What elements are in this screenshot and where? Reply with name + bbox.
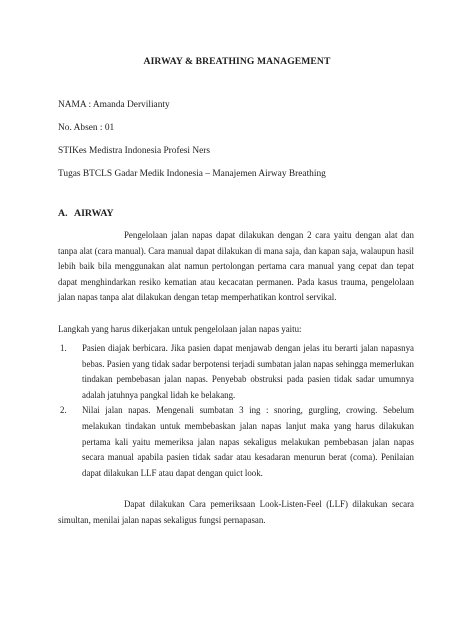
- closing-paragraph: Dapat dilakukan Cara pemeriksaan Look-Listen-Feel (LLF) dilakukan secara simultan, menilai jalan napas sekaligus fungsi pernapasan.: [58, 499, 414, 525]
- list-item-text: Nilai jalan napas. Mengenali sumbatan 3 ing : snoring, gurgling, crowing. Sebelum melakukan tindakan untuk membebaskan jalan napas lanjut maka yang harus dilakukan pertama kali yaitu memeriksa jalan napas sekaligus melakukan pembebasan jalan napas secara manual apabila pasien tidak sadar atau kesadaran menurun berat (coma). Penilaian dapat dilakukan LLF atau dapat dengan quict look.: [82, 405, 414, 478]
- assignment-title: Tugas BTCLS Gadar Medik Indonesia – Manajemen Airway Breathing: [58, 169, 326, 179]
- section-heading: [58, 208, 114, 219]
- student-number: No. Absen : 01: [58, 123, 115, 133]
- intro-paragraph: Pengelolaan jalan napas dapat dilakukan dengan 2 cara yaitu dengan alat dan tanpa alat (cara manual). Cara manual dapat dilakukan di mana saja, dan kapan saja, walaupun hasil lebih baik bila menggunakan alat namun pertolongan pertama cara manual yang cepat dan tepat dapat menghindarkan resiko kematian atau kecacatan permanen. Pada kasus trauma, pengelolaan jalan napas tanpa alat dilakukan dengan tetap memperhatikan kontrol servikal.: [58, 230, 414, 303]
- student-name: NAMA : Amanda Dervilianty: [58, 100, 170, 110]
- list-item-text: Pasien diajak berbicara. Jika pasien dapat menjawab dengan jelas itu berarti jalan napasnya bebas. Pasien yang tidak sadar berpotensi terjadi sumbatan jalan napas sehingga memerlukan tindakan pembebasan jalan napas. Penyebab obstruksi pada pasien tidak sadar umumnya adalah jatuhnya pangkal lidah ke belakang.: [82, 343, 414, 400]
- institution: STIKes Medistra Indonesia Profesi Ners: [58, 146, 211, 156]
- steps-list: [58, 341, 414, 481]
- section-title: AIRWAY: [74, 208, 114, 219]
- list-marker: 2.: [60, 405, 67, 416]
- list-item: [58, 341, 414, 403]
- steps-intro: Langkah yang harus dikerjakan untuk pengelolaan jalan napas yaitu:: [58, 324, 302, 334]
- list-marker: 1.: [60, 343, 67, 353]
- document-title: AIRWAY & BREATHING MANAGEMENT: [143, 56, 331, 67]
- list-item: [58, 403, 414, 481]
- section-number: A.: [58, 208, 68, 219]
